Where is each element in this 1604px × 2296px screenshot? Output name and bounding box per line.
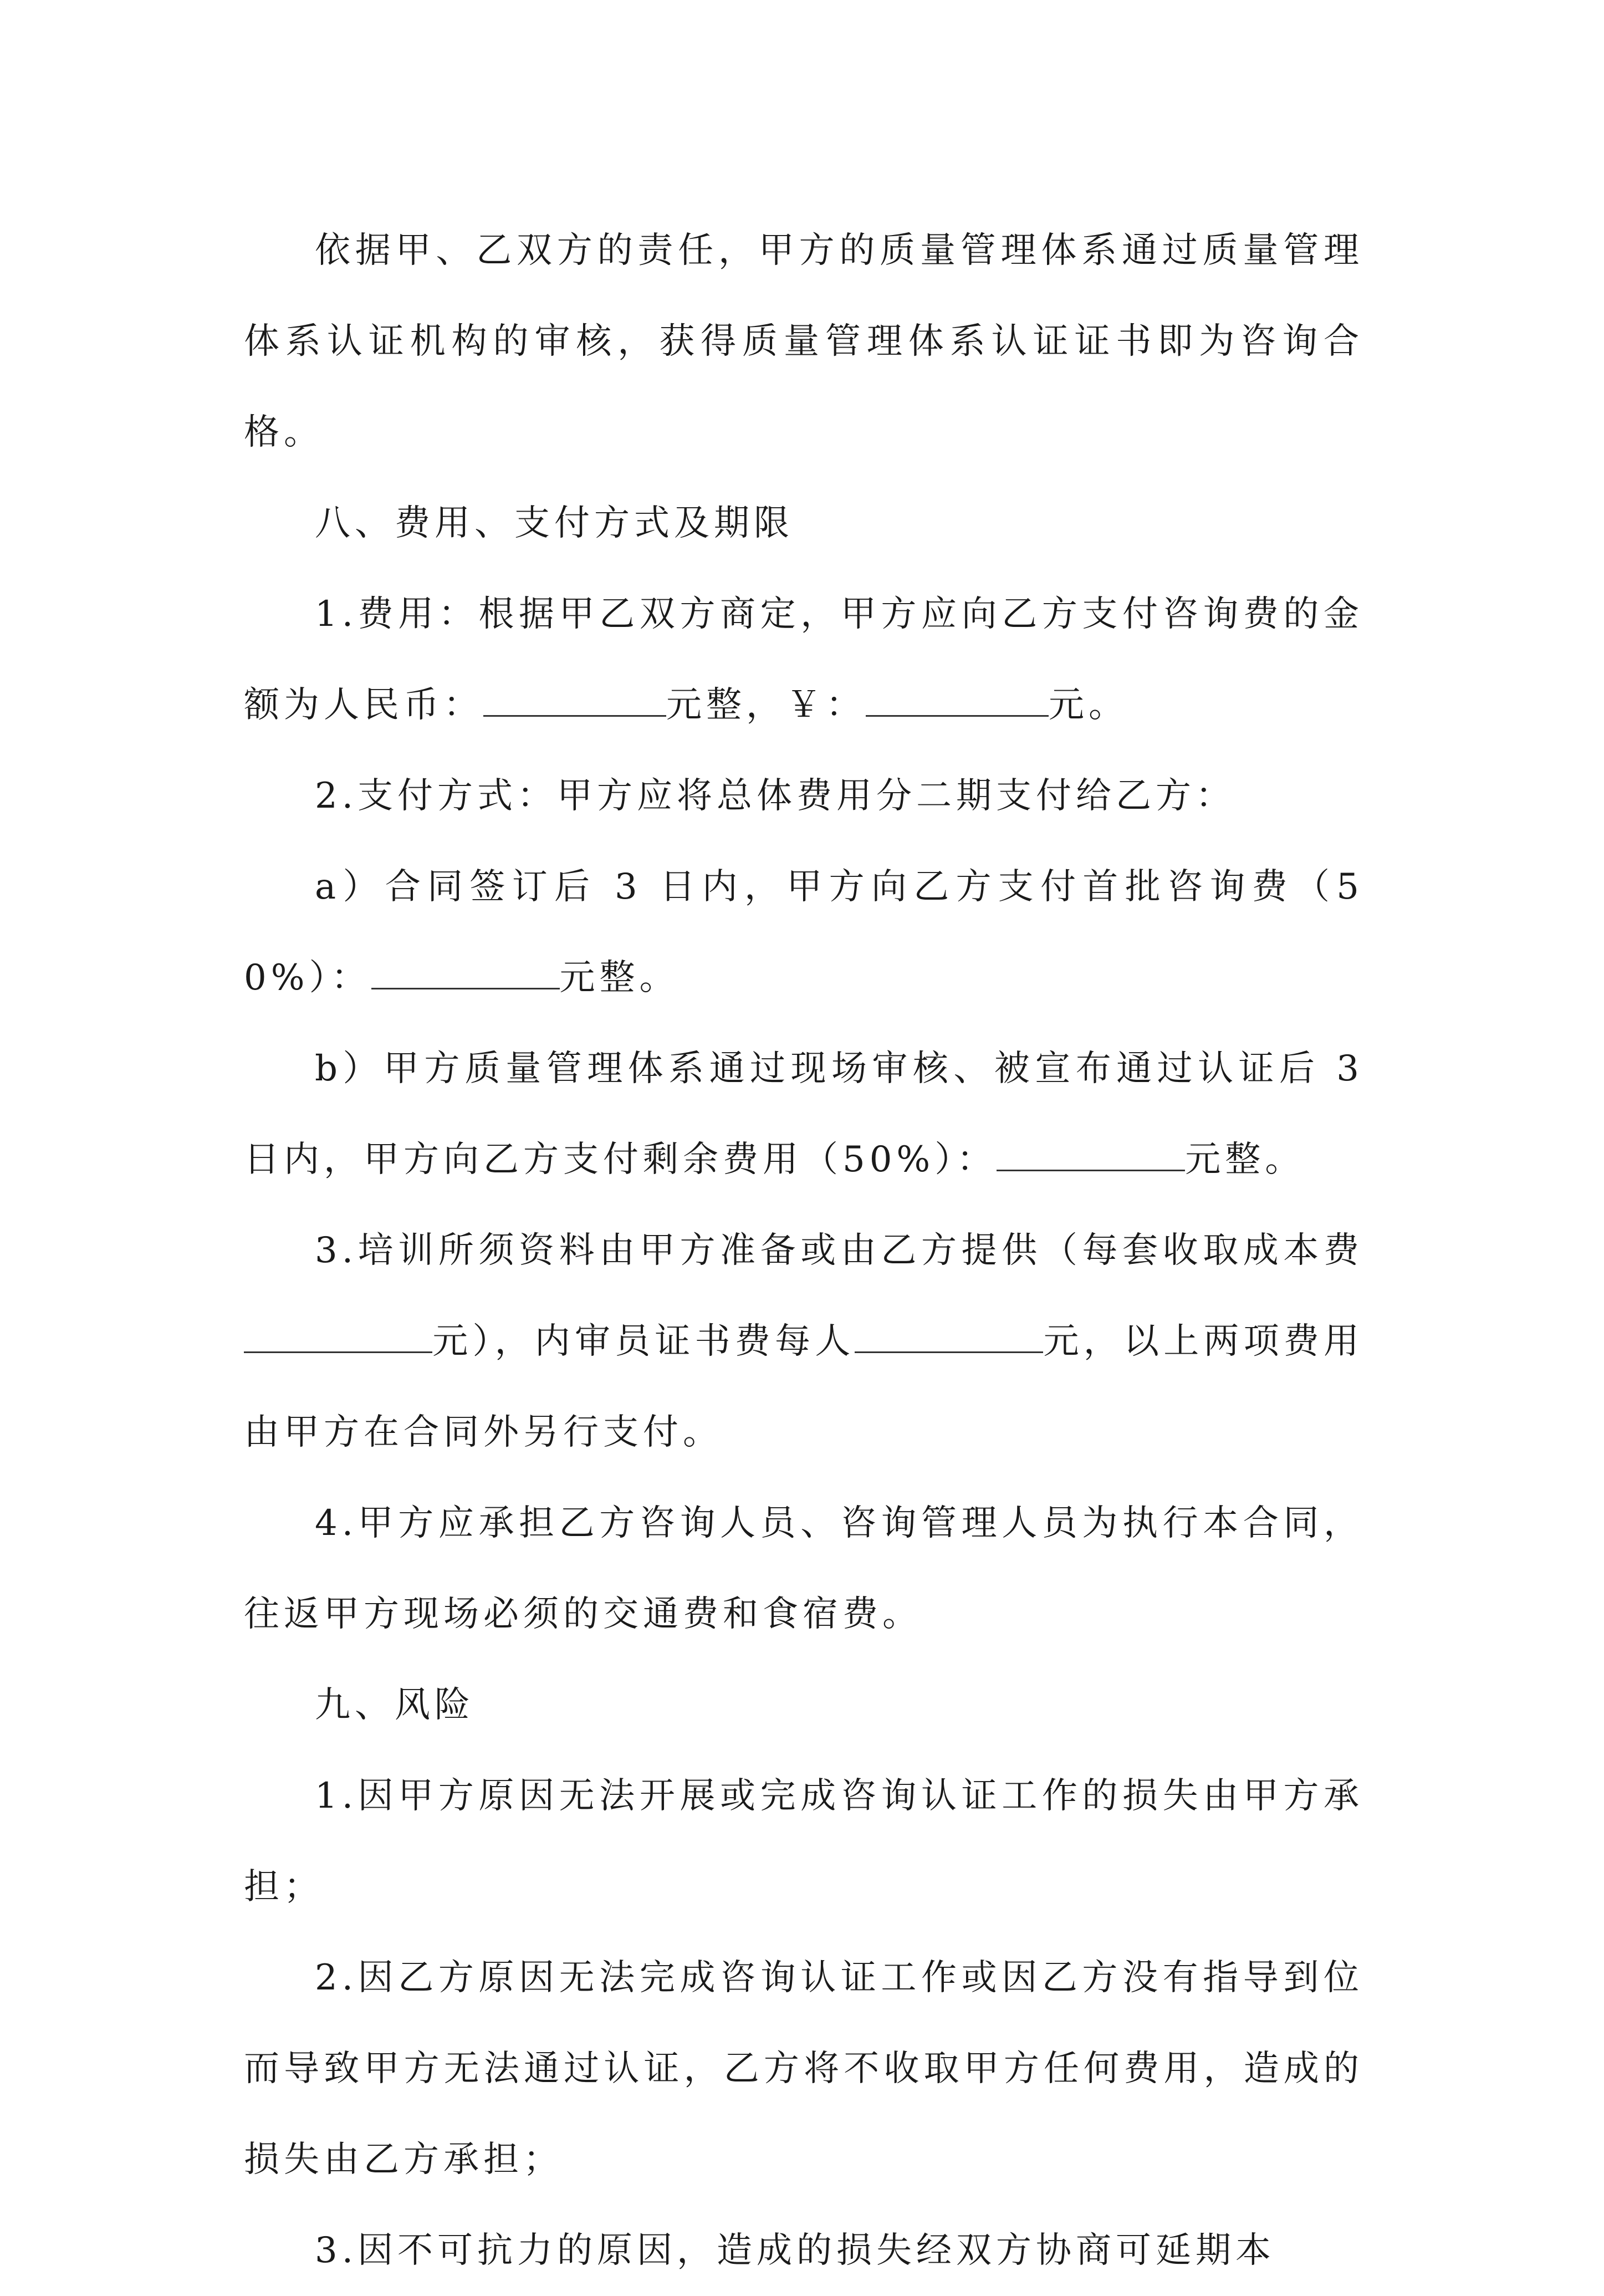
paragraph-second-payment — [244, 1023, 1363, 1205]
blank-line-material-cost[interactable] — [244, 1319, 432, 1353]
paragraph-travel-expenses — [244, 1478, 1363, 1660]
paragraph-text: 2.支付方式：甲方应将总体费用分二期支付给乙方： — [315, 775, 1236, 817]
blank-line-rmb-amount[interactable] — [483, 683, 666, 717]
paragraph-risk-party-b — [244, 1932, 1363, 2205]
paragraph-fee-amount — [244, 569, 1363, 751]
blank-line-yuan-amount[interactable] — [866, 683, 1049, 717]
paragraph-text: 元整。 — [1185, 1139, 1305, 1180]
paragraph-text: 1.因甲方原因无法开展或完成咨询认证工作的损失由甲方承担； — [244, 1775, 1363, 1907]
paragraph-text: b）甲方质量管理体系通过现场审核、被宣布通过认证后 3 日内，甲方向乙方支付剩余费用（50%）： — [244, 1048, 1363, 1180]
paragraph-qualification — [244, 205, 1363, 478]
paragraph-text: 元整。 — [559, 957, 680, 998]
paragraph-text: 元），内审员证书费每人 — [432, 1321, 855, 1362]
document-body — [244, 205, 1363, 2296]
paragraph-training-materials — [244, 1205, 1363, 1478]
paragraph-first-payment — [244, 841, 1363, 1023]
paragraph-payment-method — [244, 751, 1363, 841]
paragraph-text: 3.因不可抗力的原因，造成的损失经双方协商可延期本 — [315, 2230, 1276, 2271]
heading-text: 九、风险 — [315, 1685, 474, 1726]
paragraph-text: 2.因乙方原因无法完成咨询认证工作或因乙方没有指导到位而导致甲方无法通过认证，乙方将不收取甲方任何费用，造成的损失由乙方承担； — [244, 1957, 1363, 2180]
paragraph-text: 元。 — [1049, 685, 1128, 726]
blank-line-first-payment[interactable] — [371, 956, 560, 989]
paragraph-text: 4.甲方应承担乙方咨询人员、咨询管理人员为执行本合同，往返甲方现场必须的交通费和食宿费。 — [244, 1503, 1363, 1635]
heading-text: 八、费用、支付方式及期限 — [315, 503, 794, 544]
paragraph-text: 3.培训所须资料由甲方准备或由乙方提供（每套收取成本费 — [315, 1230, 1363, 1271]
paragraph-text: 依据甲、乙双方的责任，甲方的质量管理体系通过质量管理体系认证机构的审核，获得质量管理体系认证证书即为咨询合格。 — [244, 230, 1363, 453]
blank-line-second-payment[interactable] — [997, 1137, 1185, 1171]
paragraph-text: 元，以上两项费用由甲方在合同外另行支付。 — [244, 1321, 1364, 1453]
paragraph-risk-party-a — [244, 1751, 1363, 1932]
paragraph-text: a）合同签订后 3 日内，甲方向乙方支付首批咨询费（50%）： — [244, 866, 1363, 998]
blank-line-certificate-fee[interactable] — [855, 1319, 1043, 1353]
paragraph-text: 元整，￥： — [666, 685, 866, 726]
paragraph-force-majeure — [244, 2205, 1363, 2296]
section-heading-fees — [244, 478, 1363, 569]
paragraph-text: 1.费用：根据甲乙双方商定，甲方应向乙方支付咨询费的金额为人民币： — [244, 594, 1363, 726]
section-heading-risk — [244, 1660, 1363, 1751]
